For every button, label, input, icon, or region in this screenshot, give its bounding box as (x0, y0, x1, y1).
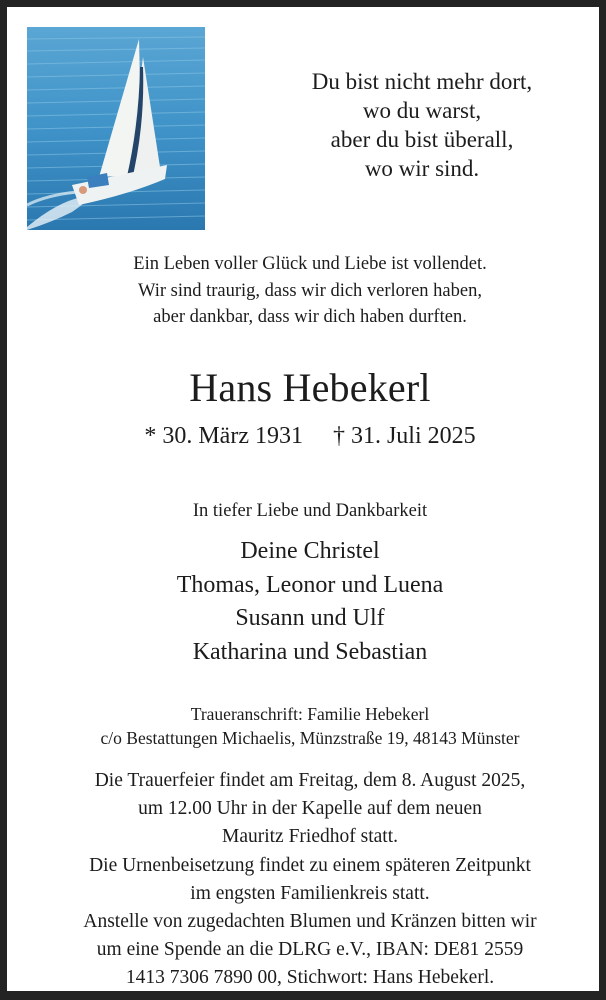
address-line: c/o Bestattungen Michaelis, Münzstraße 19, 48143 Münster (100, 728, 520, 748)
deceased-name: Hans Hebekerl (189, 365, 431, 410)
funeral-line: um 12.00 Uhr in der Kapelle auf dem neuen (138, 798, 482, 820)
mourners-intro: In tiefer Liebe und Dankbarkeit (192, 501, 428, 521)
mourners-list (7, 535, 606, 669)
funeral-line: Die Trauerfeier findet am Freitag, dem 8. August 2025, (94, 770, 526, 791)
intro-line: Wir sind traurig, dass wir dich verloren haben, (138, 280, 482, 301)
intro-text (7, 251, 606, 331)
funeral-line: Mauritz Friedhof statt. (221, 826, 398, 848)
poem-line: Du bist nicht mehr dort, (311, 69, 533, 94)
mourner-name: Katharina und Sebastian (192, 638, 428, 665)
funeral-line: Anstelle von zugedachten Blumen und Kränzen bitten wir (83, 911, 537, 933)
life-dates (7, 420, 606, 452)
death-date: † 31. Juli 2025 (332, 423, 476, 449)
sailboat-icon (27, 27, 205, 230)
intro-line: aber dankbar, dass wir dich haben durften. (153, 307, 467, 327)
mourner-name: Deine Christel (240, 538, 380, 564)
poem-line: wo wir sind. (364, 156, 480, 181)
funeral-details (7, 767, 606, 993)
funeral-line: im engsten Familienkreis statt. (190, 882, 430, 904)
sailboat-photo (27, 27, 205, 230)
intro-line: Ein Leben voller Glück und Liebe ist vollendet. (133, 254, 487, 274)
address-line: Traueranschrift: Familie Hebekerl (190, 704, 430, 724)
mourner-name: Susann und Ulf (235, 605, 385, 631)
mourning-address (7, 702, 606, 750)
funeral-line: Die Urnenbeisetzung findet zu einem späteren Zeitpunkt (89, 854, 531, 876)
funeral-line: um eine Spende an die DLRG e.V., IBAN: DE81 2559 (96, 939, 524, 961)
mourner-name: Thomas, Leonor und Luena (176, 571, 444, 598)
funeral-line: 1413 7306 7890 00, Stichwort: Hans Hebekerl. (125, 967, 495, 989)
poem (237, 67, 606, 183)
poem-line: wo du warst, (362, 98, 482, 123)
birth-date: * 30. März 1931 (144, 423, 303, 449)
poem-line: aber du bist überall, (330, 127, 514, 152)
